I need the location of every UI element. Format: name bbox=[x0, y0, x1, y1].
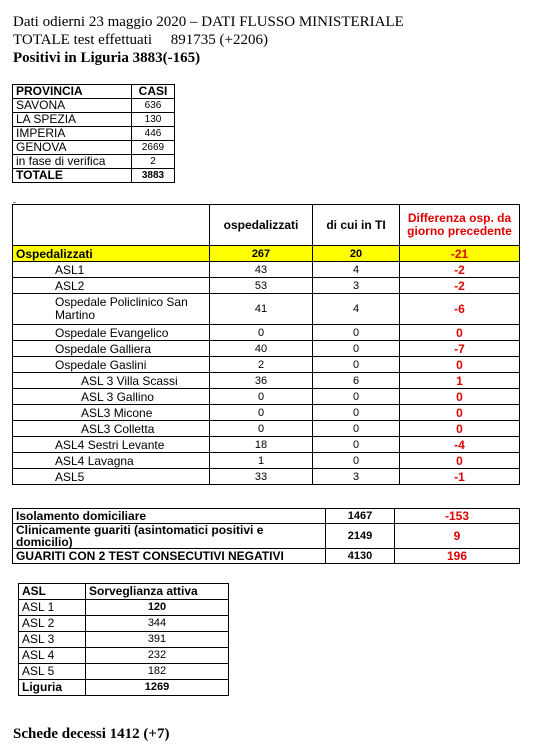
cases-col-header: CASI bbox=[132, 85, 175, 99]
icu-value: 4 bbox=[313, 262, 400, 278]
hospitalized-value: 267 bbox=[210, 246, 313, 262]
province-total-label: TOTALE bbox=[13, 169, 132, 183]
table-row bbox=[13, 141, 175, 155]
summary-diff: 9 bbox=[395, 524, 520, 549]
table-row bbox=[19, 664, 229, 680]
hospital-name: Ospedalizzati bbox=[13, 246, 210, 262]
diff-value: -1 bbox=[400, 469, 520, 485]
province-name: GENOVA bbox=[13, 141, 132, 155]
asl-name: ASL 1 bbox=[19, 600, 86, 616]
table-row bbox=[19, 632, 229, 648]
icu-value: 0 bbox=[313, 405, 400, 421]
summary-label: Isolamento domiciliare bbox=[13, 509, 326, 524]
surveillance-col-header: Sorveglianza attiva bbox=[86, 584, 229, 600]
province-col-header: PROVINCIA bbox=[13, 85, 132, 99]
hospitalized-value: 53 bbox=[210, 278, 313, 294]
hospitalized-value: 33 bbox=[210, 469, 313, 485]
diff-value: -6 bbox=[400, 294, 520, 325]
surveillance-value: 120 bbox=[86, 600, 229, 616]
diff-value: 0 bbox=[400, 325, 520, 341]
province-name: IMPERIA bbox=[13, 127, 132, 141]
province-cases: 2 bbox=[132, 155, 175, 169]
summary-label: GUARITI CON 2 TEST CONSECUTIVI NEGATIVI bbox=[13, 549, 326, 564]
icu-value: 4 bbox=[313, 294, 400, 325]
icu-value: 0 bbox=[313, 421, 400, 437]
hospital-header-row bbox=[13, 205, 520, 246]
surveillance-value: 232 bbox=[86, 648, 229, 664]
table-row bbox=[13, 127, 175, 141]
hospitalized-value: 18 bbox=[210, 437, 313, 453]
diff-value: -2 bbox=[400, 262, 520, 278]
diff-value: 0 bbox=[400, 421, 520, 437]
hospital-name: ASL 3 Villa Scassi bbox=[13, 373, 210, 389]
hospitalized-value: 43 bbox=[210, 262, 313, 278]
hospital-name: ASL 3 Gallino bbox=[13, 389, 210, 405]
table-row bbox=[13, 373, 520, 389]
summary-diff: 196 bbox=[395, 549, 520, 564]
hospitalized-value: 2 bbox=[210, 357, 313, 373]
table-row bbox=[19, 616, 229, 632]
table-row bbox=[13, 155, 175, 169]
surveillance-value: 344 bbox=[86, 616, 229, 632]
table-row bbox=[13, 389, 520, 405]
hospital-name: ASL3 Micone bbox=[13, 405, 210, 421]
table-row bbox=[19, 600, 229, 616]
hospitalized-value: 41 bbox=[210, 294, 313, 325]
diff-value: -2 bbox=[400, 278, 520, 294]
hospital-name-header bbox=[13, 205, 210, 246]
icu-value: 0 bbox=[313, 453, 400, 469]
icu-value: 20 bbox=[313, 246, 400, 262]
province-total-row bbox=[13, 169, 175, 183]
header-line-3: Positivi in Liguria 3883(-165) bbox=[13, 50, 201, 66]
diff-value: -4 bbox=[400, 437, 520, 453]
table-row bbox=[13, 113, 175, 127]
hospitalized-value: 1 bbox=[210, 453, 313, 469]
province-name: SAVONA bbox=[13, 99, 132, 113]
icu-value: 3 bbox=[313, 278, 400, 294]
hospital-name: Ospedale Galliera bbox=[13, 341, 210, 357]
summary-value: 2149 bbox=[326, 524, 395, 549]
table-row bbox=[19, 648, 229, 664]
table-row bbox=[13, 437, 520, 453]
table-row bbox=[13, 453, 520, 469]
province-name: LA SPEZIA bbox=[13, 113, 132, 127]
hospital-name: ASL2 bbox=[13, 278, 210, 294]
hospitalized-value: 40 bbox=[210, 341, 313, 357]
icu-value: 6 bbox=[313, 373, 400, 389]
table-row bbox=[13, 405, 520, 421]
icu-value: 0 bbox=[313, 389, 400, 405]
hospital-table bbox=[12, 204, 520, 485]
hospital-name: Ospedale Policlinico San Martino bbox=[13, 294, 210, 325]
icu-value: 0 bbox=[313, 325, 400, 341]
deaths-footer: Schede decessi 1412 (+7) bbox=[13, 726, 170, 742]
province-cases: 2669 bbox=[132, 141, 175, 155]
surveillance-total-row bbox=[19, 680, 229, 696]
surveillance-header-row bbox=[19, 584, 229, 600]
province-table bbox=[12, 84, 175, 183]
hospitalized-value: 0 bbox=[210, 421, 313, 437]
asl-name: ASL 4 bbox=[19, 648, 86, 664]
icu-col-header: di cui in TI bbox=[313, 205, 400, 246]
hospital-name: ASL3 Colletta bbox=[13, 421, 210, 437]
diff-value: -21 bbox=[400, 246, 520, 262]
diff-value: -7 bbox=[400, 341, 520, 357]
table-row bbox=[13, 421, 520, 437]
diff-value: 0 bbox=[400, 389, 520, 405]
table-row bbox=[13, 341, 520, 357]
table-row bbox=[13, 262, 520, 278]
asl-name: ASL 3 bbox=[19, 632, 86, 648]
province-cases: 130 bbox=[132, 113, 175, 127]
table-row bbox=[13, 469, 520, 485]
summary-diff: -153 bbox=[395, 509, 520, 524]
table-row bbox=[13, 325, 520, 341]
hospitalized-value: 0 bbox=[210, 405, 313, 421]
table-row bbox=[13, 357, 520, 373]
hospital-name: Ospedale Gaslini bbox=[13, 357, 210, 373]
icu-value: 0 bbox=[313, 437, 400, 453]
hospitalized-value: 36 bbox=[210, 373, 313, 389]
table-row bbox=[13, 294, 520, 325]
header-line-2: TOTALE test effettuati 891735 (+2206) bbox=[13, 32, 268, 48]
summary-label: Clinicamente guariti (asintomatici positivi e domicilio) bbox=[13, 524, 326, 549]
table-row bbox=[13, 524, 520, 549]
icu-value: 3 bbox=[313, 469, 400, 485]
summary-value: 1467 bbox=[326, 509, 395, 524]
table-row bbox=[13, 99, 175, 113]
hospitalized-value: 0 bbox=[210, 325, 313, 341]
hospital-total-row bbox=[13, 246, 520, 262]
icu-value: 0 bbox=[313, 357, 400, 373]
hospital-name: Ospedale Evangelico bbox=[13, 325, 210, 341]
asl-col-header: ASL bbox=[19, 584, 86, 600]
surveillance-total-label: Liguria bbox=[19, 680, 86, 696]
province-total-value: 3883 bbox=[132, 169, 175, 183]
summary-value: 4130 bbox=[326, 549, 395, 564]
surveillance-total-value: 1269 bbox=[86, 680, 229, 696]
province-cases: 446 bbox=[132, 127, 175, 141]
table-row bbox=[13, 509, 520, 524]
diff-value: 0 bbox=[400, 453, 520, 469]
surveillance-value: 182 bbox=[86, 664, 229, 680]
hospital-name: ASL1 bbox=[13, 262, 210, 278]
asl-name: ASL 5 bbox=[19, 664, 86, 680]
hospital-name: ASL4 Sestri Levante bbox=[13, 437, 210, 453]
diff-value: 0 bbox=[400, 405, 520, 421]
diff-value: 1 bbox=[400, 373, 520, 389]
asl-name: ASL 2 bbox=[19, 616, 86, 632]
table-row bbox=[13, 278, 520, 294]
province-header-row bbox=[13, 85, 175, 99]
hospital-name: ASL4 Lavagna bbox=[13, 453, 210, 469]
surveillance-value: 391 bbox=[86, 632, 229, 648]
hospitalized-col-header: ospedalizzati bbox=[210, 205, 313, 246]
hospitalized-value: 0 bbox=[210, 389, 313, 405]
separator-dash: - bbox=[13, 197, 16, 207]
hospital-name: ASL5 bbox=[13, 469, 210, 485]
header-line-1: Dati odierni 23 maggio 2020 – DATI FLUSSO MINISTERIALE bbox=[13, 14, 404, 30]
surveillance-table bbox=[18, 583, 229, 696]
summary-table bbox=[12, 508, 520, 564]
icu-value: 0 bbox=[313, 341, 400, 357]
province-name: in fase di verifica bbox=[13, 155, 132, 169]
province-cases: 636 bbox=[132, 99, 175, 113]
diff-col-header: Differenza osp. da giorno precedente bbox=[400, 205, 520, 246]
table-row bbox=[13, 549, 520, 564]
diff-value: 0 bbox=[400, 357, 520, 373]
